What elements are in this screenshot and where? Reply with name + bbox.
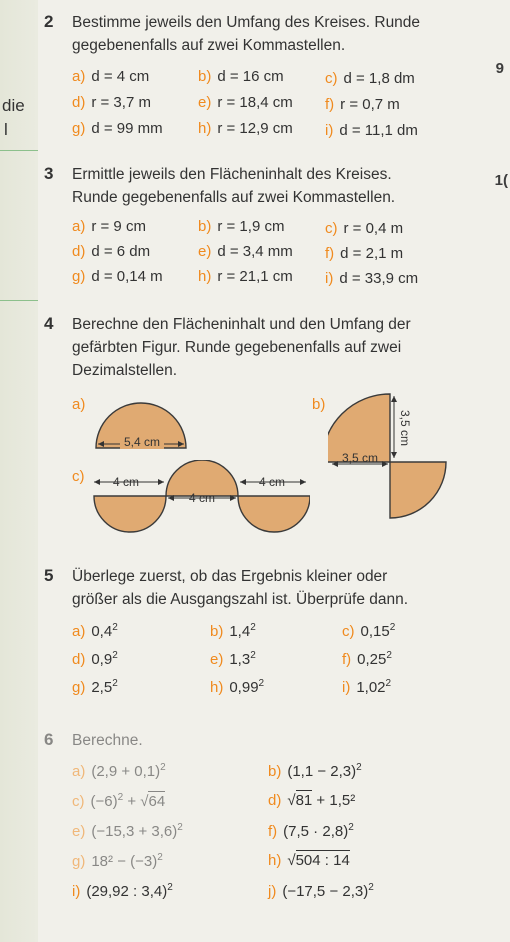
exercise-item: b) d = 16 cm [198,68,284,85]
task-number: 3 [44,164,54,183]
measure-label: 4 cm [112,475,140,489]
measure-label: 4 cm [258,475,286,489]
exercise-item: g) d = 99 mm [72,120,163,137]
measure-label: 4 cm [188,491,216,505]
task-text-line: Ermittle jeweils den Flächeninhalt des Kreises. [72,166,392,183]
task-text-line: gegebenenfalls auf zwei Kommastellen. [72,37,346,54]
arrow-down-icon [391,452,397,458]
exercise-item: a) $(2,9 + 0,1)^2$ [72,762,166,780]
measure-label: 3,5 cm [341,451,379,465]
side-marker: 9 [495,60,504,77]
exercise-item: c) $(-6)^2 + √64$ [72,792,166,810]
exercise-item: h) r = 12,9 cm [198,120,293,137]
task-text-line: Überlege zuerst, ob das Ergebnis kleiner oder [72,568,388,585]
exercise-item: f) $(7,5 \cdot 2,8)^2$ [268,822,354,840]
exercise-item: b) $1,4^2$ [210,622,256,640]
figure-label: b) [312,396,326,413]
wave-figure [88,460,310,544]
exercise-item: a) $0,4^2$ [72,622,118,640]
task-text-line: größer als die Ausgangszahl ist. Überprüfe dann. [72,591,409,608]
quarter-circle-shape [390,462,446,518]
exercise-item: b) $(1,1 - 2,3)^2$ [268,762,362,780]
exercise-item: i) (29,92 : 3,4)$^2$ [72,882,173,900]
exercise-item: f) r = 0,7 m [325,96,400,113]
measure-label: 5,4 cm [123,435,161,449]
task-number: 4 [44,314,54,333]
exercise-item: h) r = 21,1 cm [198,268,293,285]
exercise-item: e) $1,3^2$ [210,650,256,668]
quarter-circles-figure [328,390,458,520]
figure-label: c) [72,468,85,485]
task-number: 5 [44,566,54,585]
side-marker: 1( [494,172,508,189]
exercise-item: d) √81 + 1,5² [268,792,356,809]
arrow-right-icon [158,479,164,485]
exercise-item: i) d = 33,9 cm [325,270,419,287]
exercise-item: f) 0,25$^2$ [342,650,392,668]
exercise-item: d) $0,9^2$ [72,650,118,668]
exercise-item: e) $(-15,3 + 3,6)^2$ [72,822,183,840]
exercise-item: a) r = 9 cm [72,218,146,235]
task-text-line: Bestimme jeweils den Umfang des Kreises. Runde [72,14,421,31]
task-text-line: Dezimalstellen. [72,362,178,379]
task-text-line: Berechne. [72,732,143,749]
exercise-item: i) d = 11,1 dm [325,122,418,139]
exercise-item: i) 1,02$^2$ [342,678,392,696]
exercise-item: e) r = 18,4 cm [198,94,293,111]
exercise-item: g) $18^2 - (-3)^2$ [72,852,163,870]
exercise-item: d) r = 3,7 m [72,94,151,111]
semicircle-figure [86,390,196,460]
exercise-item: h) √504 : 14 [268,852,350,869]
margin-divider [0,150,38,151]
task-number: 2 [44,12,54,31]
figure-label: a) [72,396,86,413]
task-text-line: Runde gegebenenfalls auf zwei Kommastellen. [72,189,396,206]
exercise-item: c) r = 0,4 m [325,220,404,237]
arrow-right-icon [300,479,306,485]
arrow-left-icon [240,479,246,485]
margin-strip [0,0,38,942]
exercise-item: a) d = 4 cm [72,68,150,85]
task-number: 6 [44,730,54,749]
exercise-item: g) $2,5^2$ [72,678,118,696]
exercise-item: g) d = 0,14 m [72,268,163,285]
exercise-item: b) r = 1,9 cm [198,218,285,235]
exercise-item: e) d = 3,4 mm [198,243,293,260]
exercise-item: c) 0,15$^2$ [342,622,396,640]
exercise-item: j) $(-17,5 - 2,3)^2$ [268,882,374,900]
exercise-item: c) d = 1,8 dm [325,70,415,87]
measure-label: 3,5 cm [398,409,412,447]
margin-fragment: die [2,96,25,115]
margin-fragment: l [4,120,8,139]
task-text-line: gefärbten Figur. Runde gegebenenfalls auf zwei [72,339,402,356]
exercise-item: h) 0,99$^2$ [210,678,265,696]
margin-divider [0,300,38,301]
exercise-item: f) d = 2,1 m [325,245,404,262]
task-text-line: Berechne den Flächeninhalt und den Umfang der [72,316,411,333]
arrow-up-icon [391,396,397,402]
exercise-item: d) d = 6 dm [72,243,151,260]
arrow-left-icon [94,479,100,485]
